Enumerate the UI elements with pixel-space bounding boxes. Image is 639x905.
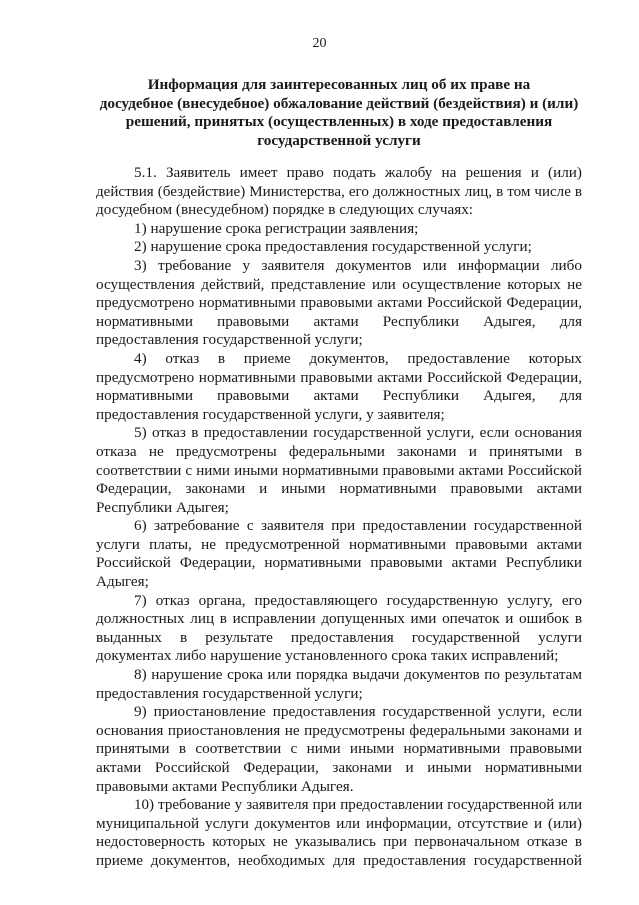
paragraph-line: Республики Адыгея; bbox=[96, 498, 229, 516]
paragraph-line: 5) отказ в предоставлении государственной услуги, если основания bbox=[134, 424, 582, 442]
paragraph-line: 1) нарушение срока регистрации заявления; bbox=[134, 219, 419, 237]
paragraph-line: 4) отказ в приеме документов, предоставление которых bbox=[134, 349, 582, 367]
section-heading bbox=[96, 76, 582, 150]
paragraph-line: Российской Федерации, нормативными правовыми актами Республики bbox=[96, 554, 582, 572]
page-number: 20 bbox=[312, 36, 327, 51]
paragraph-line: должностных лиц в исправлении допущенных ими опечаток и ошибок в bbox=[96, 610, 582, 628]
paragraph-line: 2) нарушение срока предоставления государственной услуги; bbox=[134, 238, 532, 256]
document-body bbox=[96, 164, 582, 871]
heading-line: государственной услуги bbox=[257, 131, 421, 149]
paragraph-line: предоставления государственной услуги; bbox=[96, 331, 363, 349]
paragraph-line: 8) нарушение срока или порядка выдачи документов по результатам bbox=[134, 666, 582, 684]
paragraph-line: муниципальной услуги документов или информации, отсутствие и (или) bbox=[96, 814, 582, 832]
paragraph-line: соответствии с ними иными нормативными правовыми актами Российской bbox=[96, 462, 582, 479]
paragraph-line: приеме документов, необходимых для предоставления государственной bbox=[96, 851, 582, 869]
heading-line: досудебное (внесудебное) обжалование действий (бездействия) и (или) bbox=[99, 94, 579, 112]
paragraph-line: 10) требование у заявителя при предоставлении государственной или bbox=[134, 797, 582, 814]
paragraph-line: предусмотрено нормативными правовыми актами Российской Федерации, bbox=[96, 294, 582, 312]
paragraph-line: недостоверность которых не указывались при первоначальном отказе в bbox=[96, 833, 582, 851]
paragraph-line: предоставления государственной услуги, у заявителя; bbox=[96, 405, 445, 423]
paragraph-line: осуществления действий, представление или осуществление которых не bbox=[96, 275, 582, 293]
paragraph-line: принятыми в соответствии с ними иными нормативными правовыми bbox=[96, 740, 582, 758]
paragraph-line: Адыгея; bbox=[96, 573, 149, 591]
paragraph-line: правовыми актами Республики Адыгея. bbox=[96, 777, 354, 795]
paragraph-line: 3) требование у заявителя документов или информации либо bbox=[134, 256, 582, 274]
paragraph-line: 5.1. Заявитель имеет право подать жалобу на решения и (или) bbox=[134, 164, 582, 181]
paragraph-line: документах либо нарушение установленного срока таких исправлений; bbox=[96, 647, 559, 665]
paragraph-line: 7) отказ органа, предоставляющего государственную услугу, его bbox=[134, 591, 582, 609]
paragraph-line: актами Российской Федерации, законами и иными нормативными bbox=[96, 759, 582, 776]
paragraph-line: основания приостановления не предусмотрены федеральными законами и bbox=[96, 721, 582, 739]
paragraph-line: предусмотрено нормативными правовыми актами Российской Федерации, bbox=[96, 368, 582, 386]
paragraph-line: нормативными правовыми актами Республики Адыгея, для bbox=[96, 387, 582, 405]
paragraph-line: нормативными правовыми актами Республики Адыгея, для bbox=[96, 312, 582, 330]
paragraph-line: Федерации, законами и иными нормативными правовыми актами bbox=[96, 480, 582, 498]
paragraph-line: 6) затребование с заявителя при предоставлении государственной bbox=[134, 517, 582, 535]
paragraph-line: предоставления государственной услуги; bbox=[96, 684, 363, 702]
paragraph-line: 9) приостановление предоставления государственной услуги, если bbox=[134, 703, 582, 721]
paragraph-line: услуги платы, не предусмотренной нормативными правовыми актами bbox=[96, 535, 582, 553]
heading-line: решений, принятых (осуществленных) в ходе предоставления bbox=[125, 113, 553, 130]
paragraph-line: выданных в результате предоставления государственной услуги bbox=[96, 628, 582, 646]
paragraph-line: отказа не предусмотрены федеральными законами и принятыми в bbox=[96, 442, 582, 460]
heading-line: Информация для заинтересованных лиц об их праве на bbox=[147, 76, 531, 93]
paragraph-line: действия (бездействие) Министерства, его должностных лиц, в том числе в bbox=[96, 183, 582, 200]
paragraph-line: досудебном (внесудебном) порядке в следующих случаях: bbox=[96, 201, 474, 219]
